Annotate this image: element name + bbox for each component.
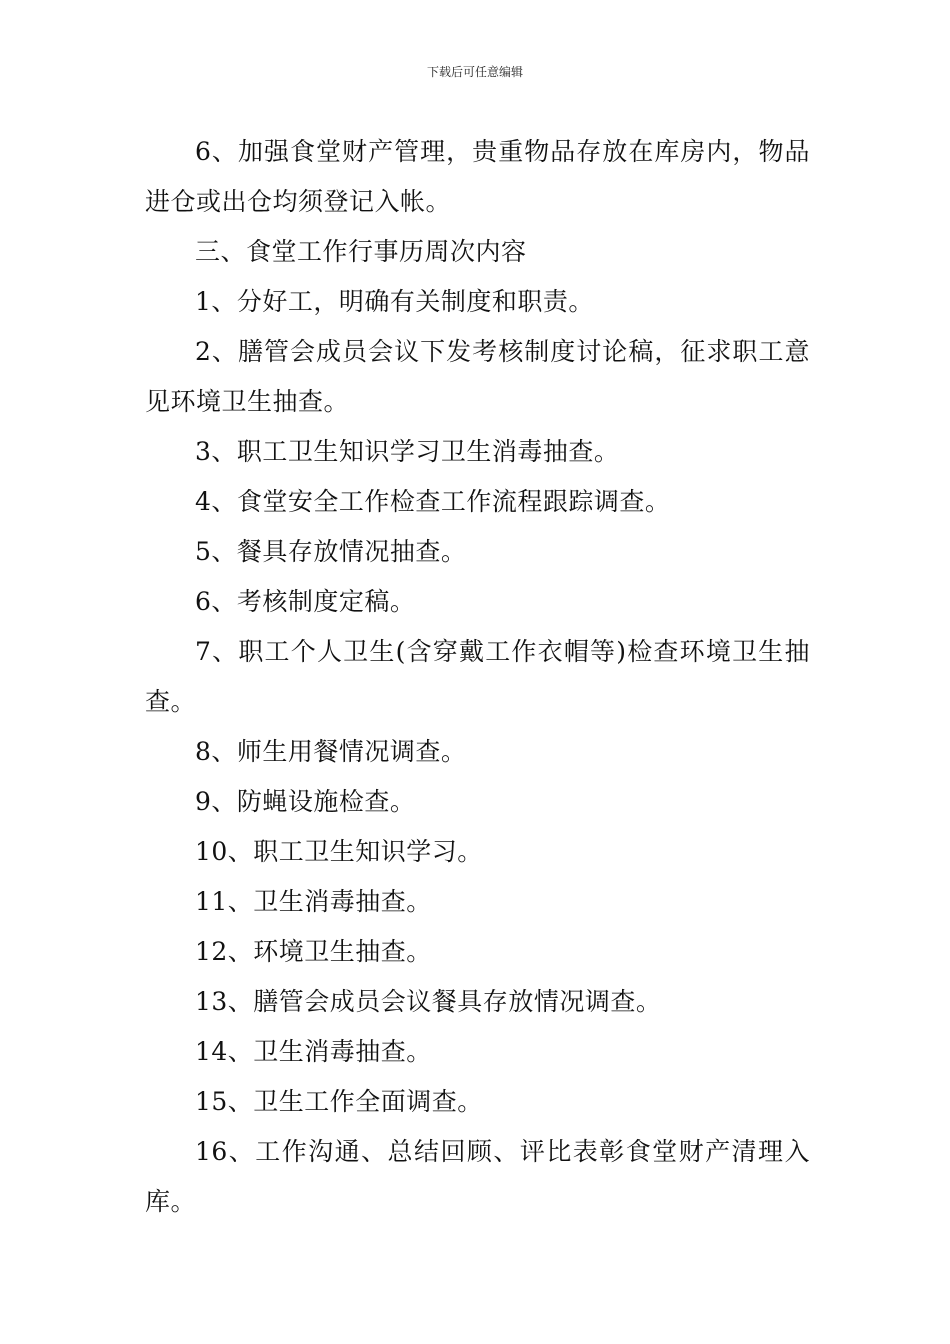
list-item: 16、工作沟通、总结回顾、评比表彰食堂财产清理入库。 bbox=[145, 1137, 810, 1216]
section-heading: 三、食堂工作行事历周次内容 bbox=[195, 237, 527, 266]
list-item: 7、职工个人卫生(含穿戴工作衣帽等)检查环境卫生抽查。 bbox=[145, 637, 810, 716]
page-header: 下载后可任意编辑 bbox=[426, 65, 523, 79]
list-item: 6、考核制度定稿。 bbox=[195, 587, 416, 616]
list-item: 12、环境卫生抽查。 bbox=[195, 937, 432, 966]
list-item: 1、分好工，明确有关制度和职责。 bbox=[195, 287, 594, 316]
list-item: 11、卫生消毒抽查。 bbox=[195, 887, 432, 916]
list-item: 4、食堂安全工作检查工作流程跟踪调查。 bbox=[195, 487, 671, 516]
list-item: 13、膳管会成员会议餐具存放情况调查。 bbox=[195, 987, 662, 1016]
document-body bbox=[145, 127, 810, 1227]
list-item: 8、师生用餐情况调查。 bbox=[195, 737, 467, 766]
list-item: 15、卫生工作全面调查。 bbox=[195, 1087, 483, 1116]
list-item: 3、职工卫生知识学习卫生消毒抽查。 bbox=[195, 437, 620, 466]
list-item: 2、膳管会成员会议下发考核制度讨论稿，征求职工意见环境卫生抽查。 bbox=[145, 337, 810, 416]
list-item: 5、餐具存放情况抽查。 bbox=[195, 537, 467, 566]
paragraph-1: 6、加强食堂财产管理，贵重物品存放在库房内，物品进仓或出仓均须登记入帐。 bbox=[145, 137, 810, 216]
list-item: 10、职工卫生知识学习。 bbox=[195, 837, 483, 866]
list-item: 14、卫生消毒抽查。 bbox=[195, 1037, 432, 1066]
list-item: 9、防蝇设施检查。 bbox=[195, 787, 416, 816]
